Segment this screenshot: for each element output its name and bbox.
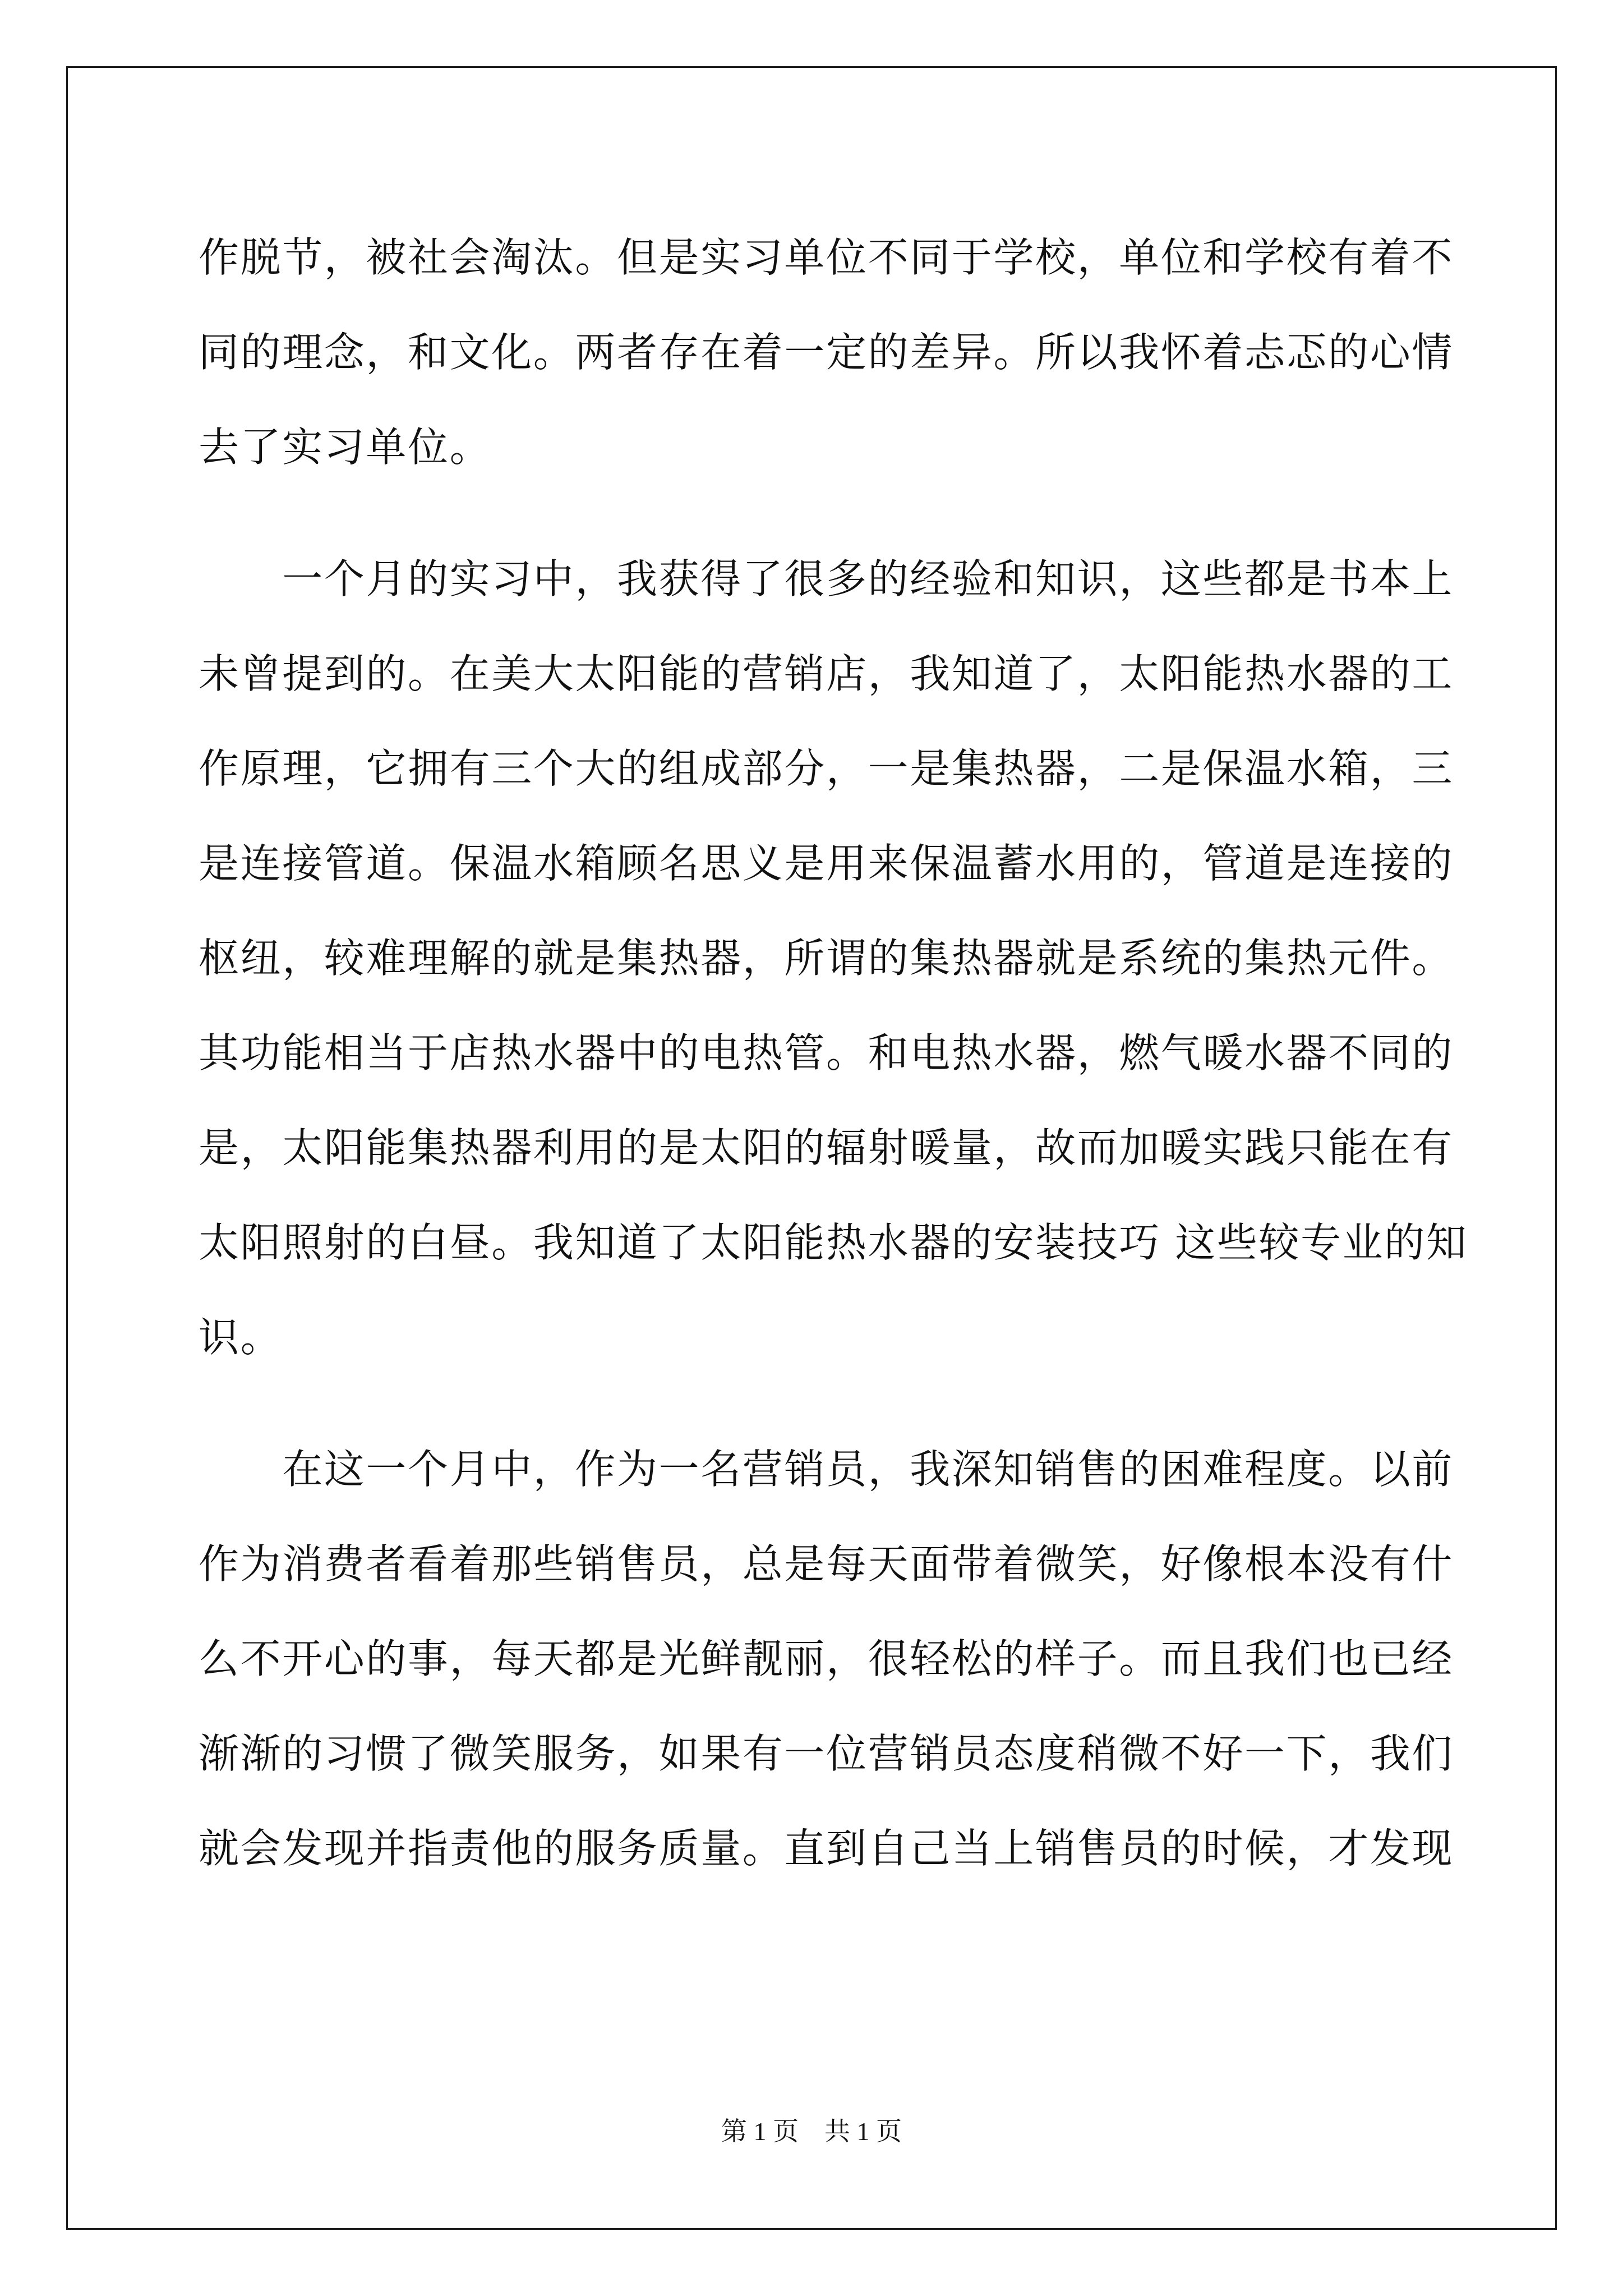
paragraph-spacer [199,1385,1415,1422]
paragraph-spacer [199,495,1415,532]
text-line: 未曾提到的。在美大太阳能的营销店，我知道了，太阳能热水器的工 [199,650,1454,697]
page-number: 第 1 页 共 1 页 [721,2117,902,2146]
text-line: 作为消费者看着那些销售员，总是每天面带着微笑，好像根本没有什 [199,1540,1454,1588]
text-line: 么不开心的事，每天都是光鲜靓丽，很轻松的样子。而且我们也已经 [199,1635,1454,1682]
text-line: 是连接管道。保温水箱顾名思义是用来保温蓄水用的，管道是连接的 [199,840,1454,887]
paragraph-2 [199,532,1468,1385]
document-body [199,210,1468,1896]
page-footer [0,2115,1623,2148]
text-line: 其功能相当于店热水器中的电热管。和电热水器，燃气暖水器不同的 [199,1029,1454,1076]
text-line: 在这一个月中，作为一名营销员，我深知销售的困难程度。以前 [199,1446,1454,1493]
text-line: 一个月的实习中，我获得了很多的经验和知识，这些都是书本上 [199,555,1454,602]
text-line: 就会发现并指责他的服务质量。直到自己当上销售员的时候，才发现 [199,1825,1454,1872]
text-line: 枢纽，较难理解的就是集热器，所谓的集热器就是系统的集热元件。 [199,935,1454,982]
text-line: 是，太阳能集热器利用的是太阳的辐射暖量，故而加暖实践只能在有 [199,1124,1454,1171]
paragraph-1 [199,210,1454,495]
text-line: 识。 [199,1314,283,1361]
text-line: 去了实习单位。 [199,424,492,471]
text-line: 渐渐的习惯了微笑服务，如果有一位营销员态度稍微不好一下，我们 [199,1730,1454,1777]
text-line: 作原理，它拥有三个大的组成部分，一是集热器，二是保温水箱，三 [199,745,1454,792]
text-line: 太阳照射的白昼。我知道了太阳能热水器的安装技巧 这些较专业的知 [199,1219,1468,1266]
text-line: 同的理念，和文化。两者存在着一定的差异。所以我怀着忐忑的心情 [199,329,1454,376]
paragraph-3 [199,1422,1454,1896]
text-line: 作脱节，被社会淘汰。但是实习单位不同于学校，单位和学校有着不 [199,234,1454,281]
